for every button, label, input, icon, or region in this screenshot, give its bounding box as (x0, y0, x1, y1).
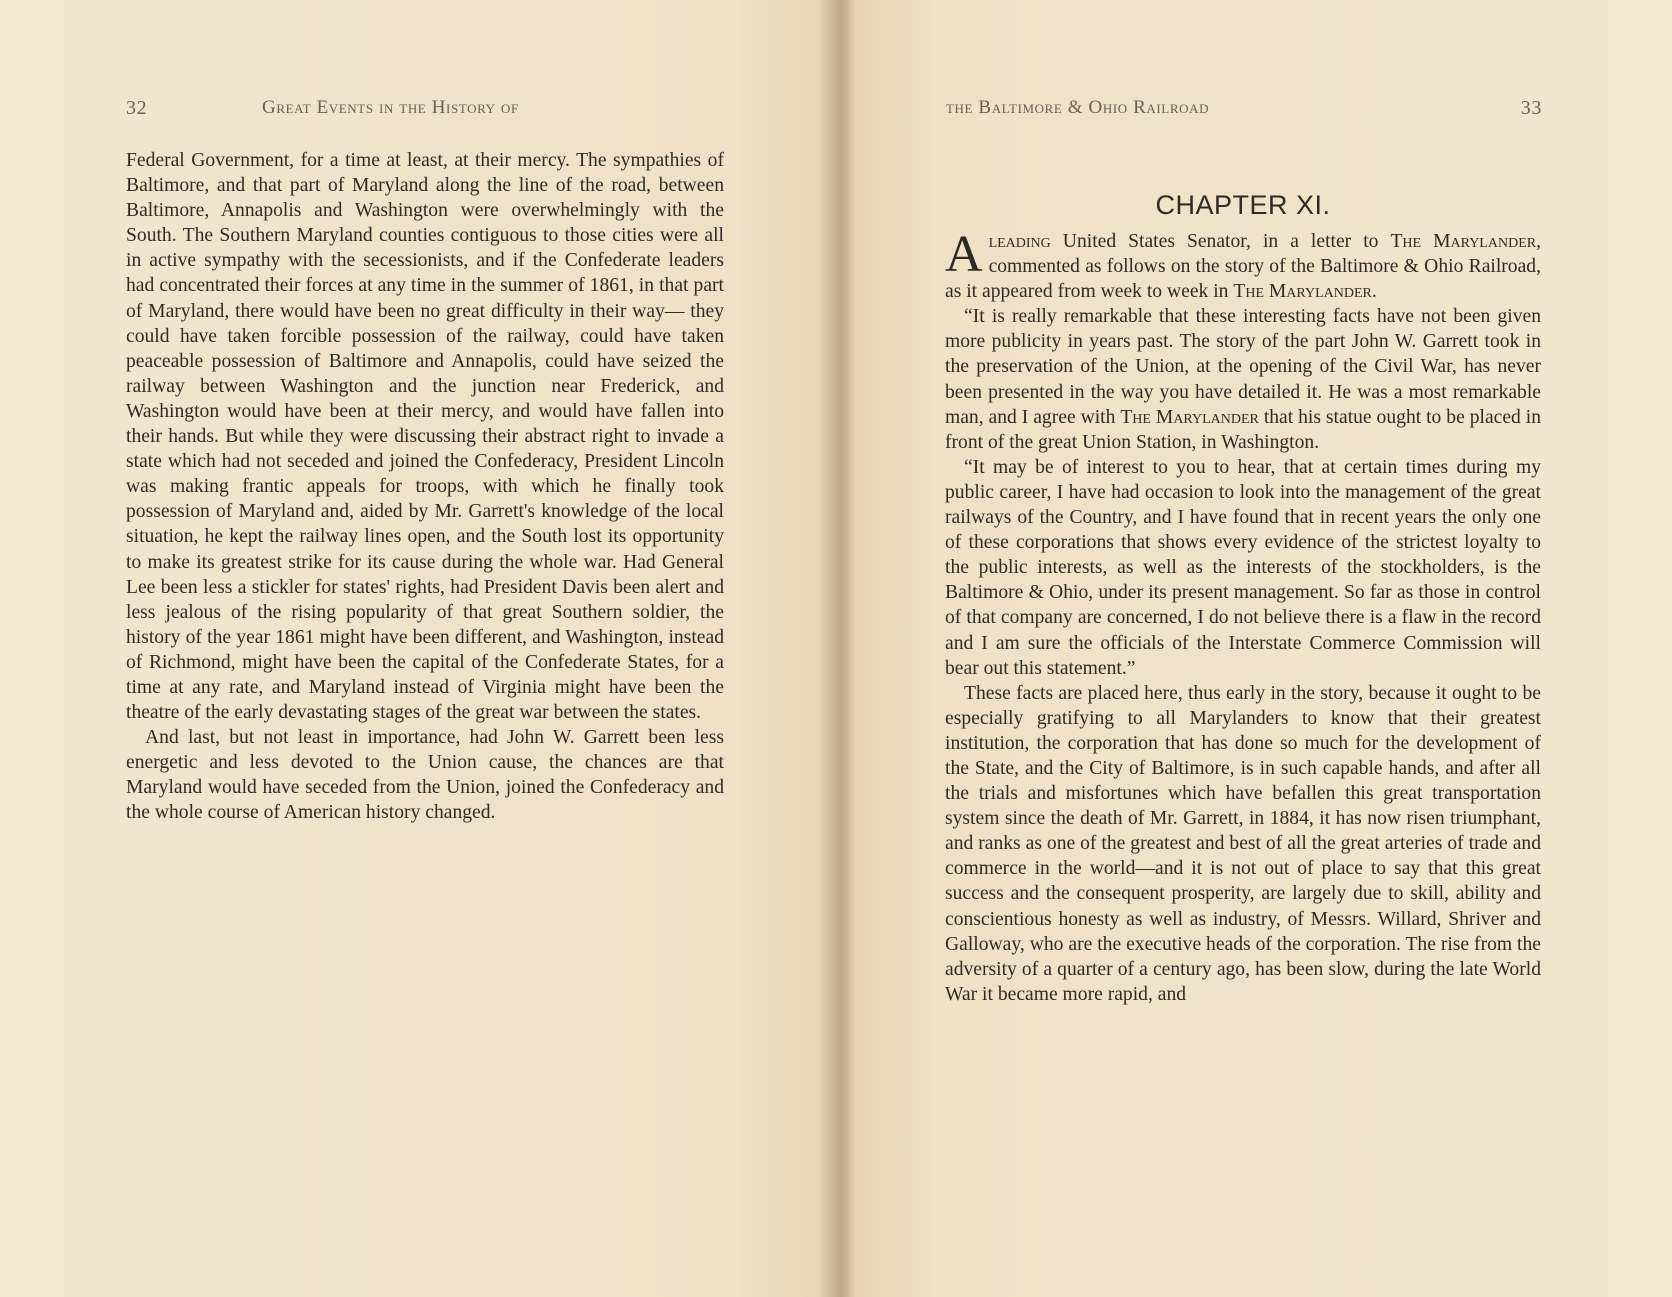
chapter-title: CHAPTER XI. (1155, 190, 1331, 220)
para2-text-1: “It is really remarkable that these interesting facts have not been given more publicity in years past. The story of the part John W. Garrett took in the preservation of the Union, at the opening of the Civil War, has never been presented in the way you have detailed it. He was a most remarkable man, and I agree with (945, 306, 1541, 428)
drop-cap: A (945, 226, 983, 283)
left-page-number: 32 (126, 97, 148, 119)
para1-publication-2: The Marylander (1233, 281, 1372, 303)
para1-publication-1: The Marylander (1390, 231, 1537, 252)
para2-publication: The Marylander (1120, 406, 1259, 428)
para1-text-2: , commented as follows on the story of the Baltimore & Ohio Railroad, as it appeared from week to week in (945, 231, 1541, 303)
left-running-title: Great Events in the History of (262, 97, 519, 118)
right-paragraph-1 (945, 226, 1541, 304)
left-body-text (126, 148, 724, 826)
right-paragraph-2 (945, 304, 1541, 455)
para1-text-3: . (1371, 281, 1377, 303)
right-running-title: the Baltimore & Ohio Railroad (946, 97, 1210, 118)
left-page (0, 0, 834, 1297)
right-paragraph-4: These facts are placed here, thus early in the story, because it ought to be especially gratifying to all Marylanders to know that their greatest institution, the corporation that has done so much for the development of the State, and the City of Baltimore, is in such capable hands, and after all the trials and misfortunes which have befallen this great transportation system since the death of Mr. Garrett, in 1884, it has now risen triumphant, and ranks as one of the greatest and best of all the great arteries of trade and commerce in the world—and it is not out of place to say that this great success and the consequent prosperity, are largely due to skill, ability and conscientious honesty as well as industry, of Messrs. Willard, Shriver and Galloway, who are the executive heads of the corporation. The rise from the adversity of a quarter of a century ago, has been slow, during the late World War it became more rapid, and (945, 682, 1541, 1005)
para1-text-1: United States Senator, in a letter to (1050, 231, 1391, 252)
para2-text-2: that his statue ought to be placed in front of the great Union Station, in Washington. (945, 406, 1542, 453)
right-body-text (945, 226, 1542, 1007)
left-paragraph-2: And last, but not least in importance, had John W. Garrett been less energetic and less devoted to the Union cause, the chances are that Maryland would have seceded from the Union, joined the Confederacy and the whole course of American history changed. (126, 727, 724, 824)
right-page-number: 33 (1520, 97, 1542, 119)
right-running-head (946, 97, 1542, 125)
left-running-head (126, 97, 724, 125)
left-paragraph-1: Federal Government, for a time at least, at their mercy. The sympathies of Baltimore, and that part of Maryland along the line of the road, between Baltimore, Annapolis and Washington were overwhelmingly with the South. The Southern Maryland counties contiguous to those cities were all in active sympathy with the secessionists, and if the Confederate leaders had concentrated their forces at any time in the summer of 1861, in that part of Maryland, there would have been no great difficulty in their way— they could have taken forcible possession of the railway, could have taken peaceable possession of Baltimore and Annapolis, could have seized the railway between Washington and the junction near Frederick, and Washington would have been at their mercy, and would have fallen into their hands. But while they were discussing their abstract right to invade a state which had not seceded and joined the Confederacy, President Lincoln was making frantic appeals for troops, with which he finally took possession of Maryland and, aided by Mr. Garrett's knowledge of the local situation, he kept the railway lines open, and the South lost its opportunity to make its greatest strike for its cause during the whole war. Had General Lee been less a stickler for states' rights, had President Davis been alert and less jealous of the rising popularity of that great Southern soldier, the history of the year 1861 might have been different, and Washington, instead of Richmond, might have been the capital of the Confederate States, for a time at any rate, and Maryland instead of Virginia might have been the theatre of the early devastating stages of the great war between the states. (126, 150, 724, 724)
lead-small-caps: leading (988, 231, 1051, 252)
right-paragraph-3: “It may be of interest to you to hear, that at certain times during my public career, I have had occasion to look into the management of the great railways of the Country, and I have found that in recent years the only one of these corporations that shows every evidence of the strictest loyalty to the public interests, as well as the interests of the stockholders, is the Baltimore & Ohio, under its present management. So far as those in control of that company are concerned, I do not believe there is a flaw in the record and I am sure the officials of the Interstate Commerce Commission will bear out this statement.” (945, 456, 1541, 679)
right-page (838, 0, 1672, 1297)
